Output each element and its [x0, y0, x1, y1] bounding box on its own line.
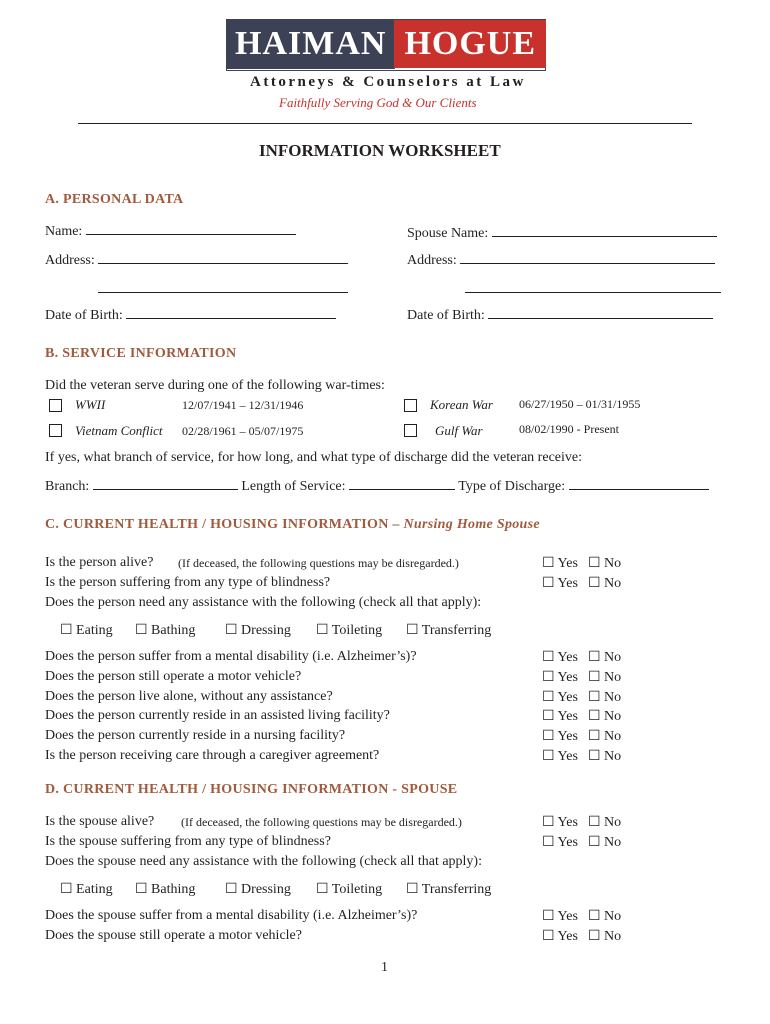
- section-a-heading: A. PERSONAL DATA: [45, 192, 184, 207]
- war-dates: 02/28/1961 – 05/07/1975: [182, 424, 304, 438]
- adl-option[interactable]: ☐ Bathing: [135, 882, 196, 897]
- no-option[interactable]: ☐ No: [588, 729, 622, 744]
- yes-option[interactable]: ☐ Yes: [542, 650, 578, 665]
- service-followup: If yes, what branch of service, for how long, and what type of discharge did the veteran receive:: [45, 450, 582, 465]
- yes-option[interactable]: ☐ Yes: [542, 749, 578, 764]
- adl-option[interactable]: ☐ Bathing: [135, 623, 196, 638]
- health-question: Does the person still operate a motor vehicle?: [45, 669, 302, 684]
- war-name: WWII: [75, 397, 106, 412]
- spouse-dob-field[interactable]: [488, 306, 713, 319]
- no-option[interactable]: ☐ No: [588, 576, 622, 591]
- war-name: Vietnam Conflict: [75, 423, 163, 438]
- page-number: 1: [381, 960, 388, 975]
- war-dates: 12/07/1941 – 12/31/1946: [182, 398, 304, 412]
- yes-option[interactable]: ☐ Yes: [542, 835, 578, 850]
- name-label: Name:: [45, 224, 83, 239]
- address-line-2[interactable]: [98, 280, 348, 293]
- spouse-address-label: Address:: [407, 253, 457, 268]
- health-question: Does the person currently reside in a nursing facility?: [45, 728, 346, 743]
- yes-option[interactable]: ☐ Yes: [542, 690, 578, 705]
- dob-field[interactable]: [126, 306, 336, 319]
- adl-option[interactable]: ☐ Toileting: [316, 623, 383, 638]
- spouse-name-field[interactable]: [492, 224, 717, 237]
- q-spouse-blind: Is the spouse suffering from any type of blindness?: [45, 834, 331, 849]
- gulf-war-checkbox[interactable]: [404, 424, 417, 437]
- health-question: Does the person suffer from a mental disability (i.e. Alzheimer’s)?: [45, 649, 417, 664]
- firm-tagline: Attorneys & Counselors at Law: [250, 74, 526, 90]
- yes-option[interactable]: ☐ Yes: [542, 815, 578, 830]
- no-option[interactable]: ☐ No: [588, 909, 622, 924]
- yes-option[interactable]: ☐ Yes: [542, 670, 578, 685]
- war-name: Korean War: [430, 397, 493, 412]
- war-dates: 06/27/1950 – 01/31/1955: [519, 397, 641, 411]
- section-b-heading: B. SERVICE INFORMATION: [45, 346, 237, 361]
- spouse-question: Does the spouse still operate a motor vehicle?: [45, 928, 302, 943]
- no-option[interactable]: ☐ No: [588, 670, 622, 685]
- yes-option[interactable]: ☐ Yes: [542, 709, 578, 724]
- section-c-heading: [45, 517, 540, 533]
- q-person-alive: Is the person alive?: [45, 555, 154, 570]
- no-option[interactable]: ☐ No: [588, 929, 622, 944]
- spouse-address-field[interactable]: [460, 251, 715, 264]
- no-option[interactable]: ☐ No: [588, 815, 622, 830]
- branch-field[interactable]: [93, 477, 238, 490]
- no-option[interactable]: ☐ No: [588, 690, 622, 705]
- war-name: Gulf War: [435, 423, 483, 438]
- discharge-label: Type of Discharge:: [458, 479, 566, 494]
- disregard-note: (If deceased, the following questions may be disregarded.): [181, 815, 462, 829]
- spouse-question: Does the spouse suffer from a mental disability (i.e. Alzheimer’s)?: [45, 908, 418, 923]
- no-option[interactable]: ☐ No: [588, 709, 622, 724]
- firm-motto: Faithfully Serving God & Our Clients: [279, 95, 477, 110]
- header-divider: [78, 123, 692, 124]
- no-option[interactable]: ☐ No: [588, 749, 622, 764]
- no-option[interactable]: ☐ No: [588, 835, 622, 850]
- adl-option[interactable]: ☐ Dressing: [225, 623, 291, 638]
- adl-option[interactable]: ☐ Dressing: [225, 882, 291, 897]
- q-spouse-assist: Does the spouse need any assistance with the following (check all that apply):: [45, 854, 482, 869]
- yes-option[interactable]: ☐ Yes: [542, 556, 578, 571]
- spouse-dob-label: Date of Birth:: [407, 308, 485, 323]
- yes-option[interactable]: ☐ Yes: [542, 909, 578, 924]
- q-spouse-alive: Is the spouse alive?: [45, 814, 155, 829]
- page-title: INFORMATION WORKSHEET: [259, 141, 501, 160]
- name-field[interactable]: [86, 222, 296, 235]
- section-c-heading-main: C. CURRENT HEALTH / HOUSING INFORMATION –: [45, 517, 404, 532]
- adl-option[interactable]: ☐ Transferring: [406, 623, 492, 638]
- branch-label: Branch:: [45, 479, 90, 494]
- health-question: Does the person currently reside in an assisted living facility?: [45, 708, 390, 723]
- adl-option[interactable]: ☐ Eating: [60, 623, 113, 638]
- no-option[interactable]: ☐ No: [588, 556, 622, 571]
- korean-war-checkbox[interactable]: [404, 399, 417, 412]
- firm-logo: [227, 20, 546, 68]
- logo-right-text: HOGUE: [394, 20, 546, 68]
- yes-option[interactable]: ☐ Yes: [542, 729, 578, 744]
- health-question: Is the person receiving care through a caregiver agreement?: [45, 748, 380, 763]
- vietnam-checkbox[interactable]: [49, 424, 62, 437]
- wwii-checkbox[interactable]: [49, 399, 62, 412]
- no-option[interactable]: ☐ No: [588, 650, 622, 665]
- yes-option[interactable]: ☐ Yes: [542, 576, 578, 591]
- health-question: Does the person live alone, without any assistance?: [45, 689, 333, 704]
- section-c-heading-sub: Nursing Home Spouse: [403, 517, 540, 532]
- address-field[interactable]: [98, 251, 348, 264]
- yes-option[interactable]: ☐ Yes: [542, 929, 578, 944]
- section-d-heading: D. CURRENT HEALTH / HOUSING INFORMATION - SPOUSE: [45, 782, 458, 797]
- length-field[interactable]: [349, 477, 455, 490]
- adl-option[interactable]: ☐ Eating: [60, 882, 113, 897]
- spouse-name-label: Spouse Name:: [407, 226, 489, 241]
- q-person-blind: Is the person suffering from any type of blindness?: [45, 575, 331, 590]
- address-label: Address:: [45, 253, 95, 268]
- spouse-address-line-2[interactable]: [465, 280, 721, 293]
- dob-label: Date of Birth:: [45, 308, 123, 323]
- adl-option[interactable]: ☐ Toileting: [316, 882, 383, 897]
- length-label: Length of Service:: [241, 479, 346, 494]
- logo-left-text: HAIMAN: [227, 20, 394, 68]
- war-dates: 08/02/1990 - Present: [519, 422, 619, 436]
- war-time-question: Did the veteran serve during one of the following war-times:: [45, 378, 385, 393]
- adl-option[interactable]: ☐ Transferring: [406, 882, 492, 897]
- discharge-field[interactable]: [569, 477, 709, 490]
- q-person-assist: Does the person need any assistance with the following (check all that apply):: [45, 595, 482, 610]
- disregard-note: (If deceased, the following questions may be disregarded.): [178, 556, 459, 570]
